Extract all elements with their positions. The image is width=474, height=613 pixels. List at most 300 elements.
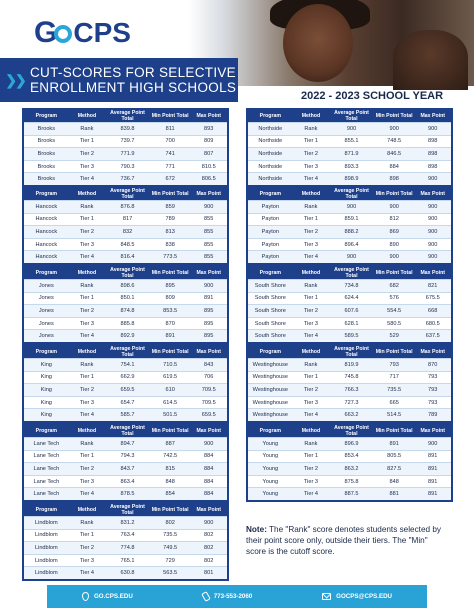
footer-email-link[interactable]: GOCPS@CPS.EDU: [336, 593, 393, 600]
table-cell: 855: [190, 238, 227, 251]
table-cell: 748.5: [374, 135, 415, 148]
table-cell: 891: [414, 488, 451, 501]
table-cell: 898.6: [105, 280, 150, 293]
table-row: [248, 475, 451, 488]
column-header: Average Point Total: [329, 110, 374, 123]
page-title: [30, 65, 236, 95]
table-cell: Lindblom: [24, 529, 69, 542]
table-cell: Tier 2: [69, 463, 106, 476]
column-header: Method: [293, 346, 330, 359]
table-cell: Rank: [69, 123, 106, 136]
table-row: [24, 384, 227, 397]
table-row: [24, 280, 227, 293]
table-cell: 891: [190, 292, 227, 305]
table-cell: Lane Tech: [24, 450, 69, 463]
table-cell: 654.7: [105, 396, 150, 409]
table-row: [24, 148, 227, 161]
table-cell: 619.5: [150, 371, 191, 384]
column-header: Min Point Total: [150, 110, 191, 123]
column-header: Program: [24, 188, 69, 201]
table-cell: 878.5: [105, 488, 150, 501]
table-cell: 896.4: [329, 238, 374, 251]
table-cell: 659.5: [105, 384, 150, 397]
table-cell: 665: [374, 396, 415, 409]
table-cell: 898.9: [329, 173, 374, 186]
table-row: [24, 488, 227, 501]
table-cell: Payton: [248, 201, 293, 214]
table-row: [248, 396, 451, 409]
table-cell: 749.5: [150, 542, 191, 555]
table-cell: 900: [414, 213, 451, 226]
table-cell: 809: [190, 135, 227, 148]
table-cell: 710.5: [150, 359, 191, 372]
table-row: [24, 238, 227, 251]
table-row: [24, 475, 227, 488]
table-cell: Westinghouse: [248, 371, 293, 384]
table-cell: Young: [248, 475, 293, 488]
table-cell: Lindblom: [24, 517, 69, 530]
column-header: Method: [69, 504, 106, 517]
table-cell: Northside: [248, 160, 293, 173]
table-cell: 870: [150, 317, 191, 330]
table-cell: Lane Tech: [24, 463, 69, 476]
table-row: [24, 201, 227, 214]
table-cell: 773.5: [150, 251, 191, 264]
table-cell: Hancock: [24, 251, 69, 264]
table-cell: Northside: [248, 148, 293, 161]
table-cell: 812: [374, 213, 415, 226]
table-cell: 628.1: [329, 317, 374, 330]
gocps-logo: [34, 16, 131, 50]
table-row: [24, 554, 227, 567]
table-cell: Westinghouse: [248, 396, 293, 409]
table-cell: 793: [374, 359, 415, 372]
title-banner: [0, 58, 238, 102]
table-cell: 869: [374, 226, 415, 239]
footer-phone[interactable]: [203, 592, 253, 601]
table-cell: 668: [414, 305, 451, 318]
table-cell: Tier 2: [293, 384, 330, 397]
table-cell: Rank: [69, 280, 106, 293]
table-cell: King: [24, 409, 69, 422]
table-cell: 895: [190, 305, 227, 318]
table-row: [248, 226, 451, 239]
table-cell: 881: [374, 488, 415, 501]
column-header: Min Point Total: [374, 346, 415, 359]
column-header: Max Point: [414, 188, 451, 201]
table-cell: 884: [190, 488, 227, 501]
table-cell: 900: [374, 201, 415, 214]
column-header: Program: [24, 267, 69, 280]
table-row: [248, 173, 451, 186]
page-title-line1: CUT-SCORES FOR SELECTIVE: [30, 65, 236, 80]
table-cell: Tier 3: [293, 160, 330, 173]
column-header: Average Point Total: [105, 504, 150, 517]
table-cell: 884: [374, 160, 415, 173]
table-row: [248, 450, 451, 463]
phone-icon: [201, 591, 211, 602]
table-cell: Young: [248, 463, 293, 476]
column-header: Min Point Total: [150, 188, 191, 201]
table-header-row: [24, 346, 227, 359]
table-cell: 680.5: [414, 317, 451, 330]
table-row: [248, 330, 451, 343]
table-cell: Jones: [24, 330, 69, 343]
column-header: Average Point Total: [105, 425, 150, 438]
table-cell: 900: [414, 201, 451, 214]
table-cell: 900: [414, 226, 451, 239]
table-cell: 871.9: [329, 148, 374, 161]
table-row: [24, 529, 227, 542]
table-cell: Tier 1: [69, 529, 106, 542]
table-cell: Rank: [293, 438, 330, 451]
note: [246, 524, 446, 557]
table-row: [248, 213, 451, 226]
footer-email[interactable]: [322, 593, 392, 600]
table-cell: 789: [414, 409, 451, 422]
table-cell: Brooks: [24, 173, 69, 186]
table-cell: 580.5: [374, 317, 415, 330]
table-cell: 855.1: [329, 135, 374, 148]
table-cell: 854: [150, 488, 191, 501]
table-cell: 802: [190, 529, 227, 542]
footer-web[interactable]: [82, 592, 133, 601]
table-cell: 637.5: [414, 330, 451, 343]
table-cell: 891: [414, 450, 451, 463]
table-cell: Jones: [24, 292, 69, 305]
column-header: Min Point Total: [150, 504, 191, 517]
column-header: Max Point: [414, 346, 451, 359]
table-cell: South Shore: [248, 317, 293, 330]
table-cell: 838: [150, 238, 191, 251]
table-row: [248, 438, 451, 451]
table-row: [24, 292, 227, 305]
table-cell: 891: [414, 463, 451, 476]
table-cell: 771.9: [105, 148, 150, 161]
table-cell: 765.1: [105, 554, 150, 567]
table-cell: 848: [150, 475, 191, 488]
column-header: Method: [293, 425, 330, 438]
table-row: [24, 463, 227, 476]
table-cell: 806.5: [190, 173, 227, 186]
table-cell: King: [24, 396, 69, 409]
table-cell: Tier 2: [293, 463, 330, 476]
table-row: [24, 517, 227, 530]
table-cell: Tier 2: [69, 384, 106, 397]
double-chevron-icon: ❯❯: [5, 71, 25, 88]
table-cell: Tier 3: [69, 396, 106, 409]
table-cell: Tier 3: [293, 475, 330, 488]
table-cell: 900: [329, 123, 374, 136]
footer-phone-number[interactable]: 773-553-2060: [213, 593, 253, 600]
table-cell: Young: [248, 488, 293, 501]
table-cell: Tier 1: [293, 450, 330, 463]
table-cell: 821: [414, 280, 451, 293]
table-cell: 900: [414, 251, 451, 264]
table-cell: 614.5: [150, 396, 191, 409]
table-cell: 789: [150, 213, 191, 226]
table-cell: 585.7: [105, 409, 150, 422]
table-row: [24, 123, 227, 136]
column-header: Method: [293, 110, 330, 123]
column-header: Average Point Total: [329, 267, 374, 280]
table-cell: Hancock: [24, 238, 69, 251]
column-header: Method: [69, 425, 106, 438]
score-table: [246, 265, 453, 344]
table-cell: Tier 1: [293, 292, 330, 305]
table-cell: 827.5: [374, 463, 415, 476]
table-cell: Tier 4: [69, 251, 106, 264]
table-cell: 843.7: [105, 463, 150, 476]
table-row: [24, 173, 227, 186]
table-cell: 891: [374, 438, 415, 451]
table-row: [248, 135, 451, 148]
table-row: [248, 292, 451, 305]
table-cell: 809: [150, 292, 191, 305]
table-cell: 863.2: [329, 463, 374, 476]
table-cell: Jones: [24, 280, 69, 293]
table-cell: Brooks: [24, 148, 69, 161]
table-cell: 888.2: [329, 226, 374, 239]
table-cell: 850.1: [105, 292, 150, 305]
table-header-row: [24, 425, 227, 438]
table-cell: 807: [190, 148, 227, 161]
table-cell: 884: [190, 475, 227, 488]
table-cell: 894.7: [105, 438, 150, 451]
table-cell: 802: [190, 554, 227, 567]
table-cell: Payton: [248, 251, 293, 264]
table-cell: 774.8: [105, 542, 150, 555]
table-cell: 895: [190, 330, 227, 343]
table-cell: Brooks: [24, 123, 69, 136]
photo-student-face: [283, 4, 353, 82]
table-cell: Tier 1: [69, 135, 106, 148]
table-cell: Tier 2: [293, 305, 330, 318]
table-header-row: [248, 267, 451, 280]
table-row: [248, 201, 451, 214]
column-header: Method: [69, 188, 106, 201]
score-table: [22, 108, 229, 187]
table-cell: Tier 4: [69, 173, 106, 186]
table-cell: 891: [150, 330, 191, 343]
table-cell: Northside: [248, 173, 293, 186]
table-row: [248, 160, 451, 173]
logo-g: G: [34, 16, 57, 49]
column-header: Min Point Total: [374, 267, 415, 280]
table-cell: 884: [190, 450, 227, 463]
table-row: [248, 371, 451, 384]
table-cell: 805.5: [374, 450, 415, 463]
table-row: [248, 359, 451, 372]
column-header: Average Point Total: [329, 346, 374, 359]
table-cell: 900: [414, 238, 451, 251]
table-cell: 900: [414, 123, 451, 136]
column-header: Max Point: [190, 346, 227, 359]
table-cell: Rank: [293, 359, 330, 372]
table-cell: 819.9: [329, 359, 374, 372]
column-header: Program: [24, 504, 69, 517]
column-header: Average Point Total: [105, 188, 150, 201]
column-header: Min Point Total: [374, 425, 415, 438]
table-cell: Tier 3: [293, 396, 330, 409]
table-cell: 630.8: [105, 567, 150, 580]
column-header: Program: [248, 346, 293, 359]
table-cell: Lane Tech: [24, 438, 69, 451]
table-cell: 874.8: [105, 305, 150, 318]
footer: [47, 585, 427, 608]
table-cell: 763.4: [105, 529, 150, 542]
score-table: [246, 344, 453, 423]
table-cell: Northside: [248, 135, 293, 148]
table-row: [24, 160, 227, 173]
table-header-row: [24, 267, 227, 280]
table-header-row: [248, 425, 451, 438]
table-cell: 790.3: [105, 160, 150, 173]
table-cell: 662.9: [105, 371, 150, 384]
table-cell: Rank: [293, 201, 330, 214]
score-table: [22, 265, 229, 344]
table-cell: South Shore: [248, 280, 293, 293]
table-cell: 846.5: [374, 148, 415, 161]
table-cell: 893: [190, 123, 227, 136]
table-cell: 900: [414, 438, 451, 451]
table-cell: Rank: [293, 280, 330, 293]
column-header: Method: [69, 267, 106, 280]
column-header: Program: [24, 346, 69, 359]
table-cell: 895: [150, 280, 191, 293]
table-cell: 900: [329, 201, 374, 214]
table-cell: Tier 1: [69, 213, 106, 226]
table-cell: 717: [374, 371, 415, 384]
table-cell: 624.4: [329, 292, 374, 305]
table-row: [248, 488, 451, 501]
table-cell: 843: [190, 359, 227, 372]
column-header: Min Point Total: [150, 425, 191, 438]
column-header: Max Point: [190, 504, 227, 517]
table-cell: Tier 3: [69, 554, 106, 567]
logo-cps: CPS: [73, 17, 131, 48]
table-cell: King: [24, 359, 69, 372]
table-cell: Lindblom: [24, 542, 69, 555]
table-cell: Tier 4: [293, 330, 330, 343]
table-cell: Payton: [248, 226, 293, 239]
table-cell: 900: [190, 438, 227, 451]
table-cell: Tier 2: [69, 226, 106, 239]
table-cell: Westinghouse: [248, 384, 293, 397]
score-table: [246, 186, 453, 265]
table-cell: Jones: [24, 305, 69, 318]
table-cell: 900: [414, 173, 451, 186]
table-header-row: [24, 188, 227, 201]
table-cell: 876.8: [105, 201, 150, 214]
table-cell: Tier 2: [293, 148, 330, 161]
column-header: Average Point Total: [329, 188, 374, 201]
score-table: [22, 423, 229, 502]
table-cell: 589.5: [329, 330, 374, 343]
table-row: [24, 438, 227, 451]
table-row: [24, 330, 227, 343]
table-row: [24, 213, 227, 226]
mail-icon: [322, 593, 331, 600]
table-cell: Lane Tech: [24, 475, 69, 488]
table-cell: 793: [414, 396, 451, 409]
column-header: Average Point Total: [329, 425, 374, 438]
column-header: Min Point Total: [150, 267, 191, 280]
table-cell: Northside: [248, 123, 293, 136]
table-cell: 706: [190, 371, 227, 384]
table-cell: Tier 4: [293, 251, 330, 264]
column-header: Program: [24, 425, 69, 438]
table-cell: 855: [190, 213, 227, 226]
score-table: [246, 108, 453, 187]
column-header: Method: [293, 267, 330, 280]
column-header: Max Point: [190, 267, 227, 280]
table-cell: 735.5: [374, 384, 415, 397]
table-row: [248, 238, 451, 251]
table-cell: Lane Tech: [24, 488, 69, 501]
column-header: Program: [248, 267, 293, 280]
table-cell: 859.1: [329, 213, 374, 226]
table-cell: 832: [105, 226, 150, 239]
table-cell: Tier 2: [293, 226, 330, 239]
table-cell: Tier 1: [69, 450, 106, 463]
column-header: Min Point Total: [150, 346, 191, 359]
table-header-row: [24, 110, 227, 123]
table-cell: 672: [150, 173, 191, 186]
table-cell: 700: [150, 135, 191, 148]
table-cell: Tier 1: [69, 371, 106, 384]
table-cell: 659.5: [190, 409, 227, 422]
table-cell: Tier 4: [293, 488, 330, 501]
table-row: [24, 251, 227, 264]
table-cell: 735.5: [150, 529, 191, 542]
table-cell: 741: [150, 148, 191, 161]
table-cell: 563.5: [150, 567, 191, 580]
table-cell: 895: [190, 317, 227, 330]
table-cell: 855: [190, 251, 227, 264]
logo-o-icon: [54, 25, 72, 43]
table-cell: 870: [414, 359, 451, 372]
table-row: [248, 251, 451, 264]
table-cell: Young: [248, 450, 293, 463]
table-row: [24, 317, 227, 330]
table-cell: 887.5: [329, 488, 374, 501]
table-cell: 885.8: [105, 317, 150, 330]
table-cell: 771: [150, 160, 191, 173]
table-cell: 893.3: [329, 160, 374, 173]
column-header: Max Point: [414, 110, 451, 123]
table-cell: Hancock: [24, 201, 69, 214]
school-year: 2022 - 2023 SCHOOL YEAR: [301, 90, 444, 102]
table-cell: Rank: [69, 517, 106, 530]
column-header: Method: [293, 188, 330, 201]
table-cell: 900: [374, 123, 415, 136]
table-cell: 887: [150, 438, 191, 451]
table-row: [248, 317, 451, 330]
table-row: [24, 542, 227, 555]
table-cell: Tier 3: [69, 317, 106, 330]
table-cell: Rank: [69, 201, 106, 214]
footer-web-link[interactable]: GO.CPS.EDU: [93, 593, 133, 600]
score-table: [246, 423, 453, 502]
table-cell: 817: [105, 213, 150, 226]
table-cell: 811: [150, 123, 191, 136]
table-cell: Jones: [24, 317, 69, 330]
table-cell: 898: [414, 160, 451, 173]
table-cell: South Shore: [248, 330, 293, 343]
table-row: [248, 123, 451, 136]
table-cell: 848.5: [105, 238, 150, 251]
